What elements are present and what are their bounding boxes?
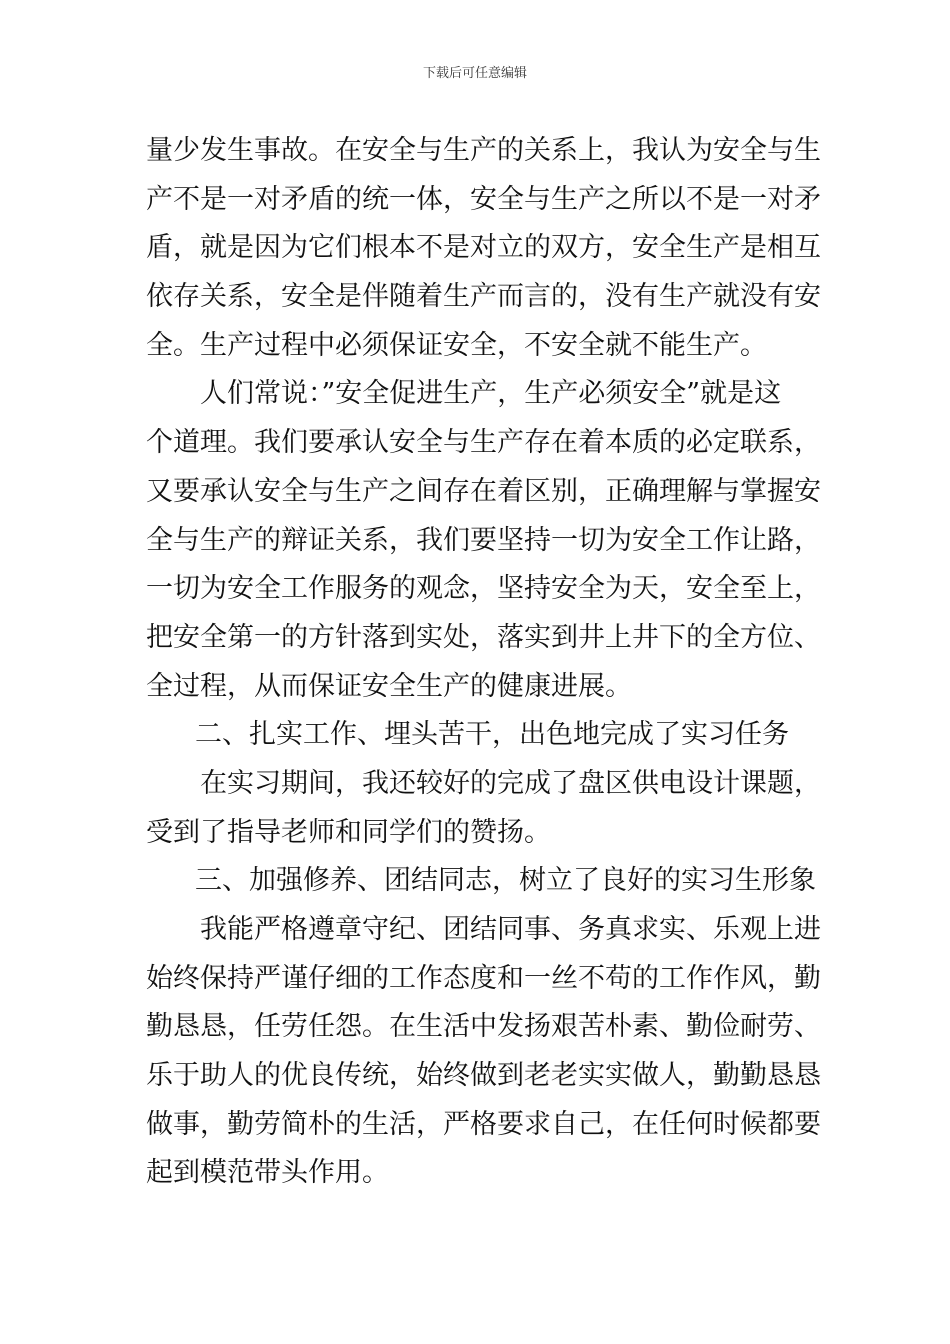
page-header: 下载后可任意编辑 <box>422 66 527 81</box>
text-line: 一切为安全工作服务的观念，坚持安全为天，安全至上， <box>146 573 821 605</box>
text-line: 量少发生事故。在安全与生产的关系上，我认为安全与生 <box>146 135 821 166</box>
text-line: 全。生产过程中必须保证安全，不安全就不能生产。 <box>146 329 767 361</box>
section-heading: 二、扎实工作、埋头苦干，出色地完成了实习任务 <box>195 719 789 751</box>
text-line: 始终保持严谨仔细的工作态度和一丝不苟的工作作风，勤 <box>146 962 821 994</box>
section-heading: 三、加强修养、团结同志，树立了良好的实习生形象 <box>195 865 816 897</box>
text-line: 产不是一对矛盾的统一体，安全与生产之所以不是一对矛 <box>146 183 821 215</box>
text-line: 盾，就是因为它们根本不是对立的双方，安全生产是相互 <box>146 232 821 264</box>
text-line: 把安全第一的方针落到实处，落实到井上井下的全方位、 <box>146 621 821 653</box>
text-line: 全与生产的辩证关系，我们要坚持一切为安全工作让路， <box>146 524 821 556</box>
text-line: 全过程，从而保证安全生产的健康进展。 <box>146 670 632 702</box>
text-line: 又要承认安全与生产之间存在着区别，正确理解与掌握安 <box>146 475 821 507</box>
text-line: 勤恳恳，任劳任怨。在生活中发扬艰苦朴素、勤俭耐劳、 <box>146 1011 821 1043</box>
document-body <box>146 127 821 1198</box>
text-line: 做事，勤劳简朴的生活，严格要求自己，在任何时候都要 <box>146 1108 821 1140</box>
text-line: 依存关系，安全是伴随着生产而言的，没有生产就没有安 <box>146 281 821 313</box>
text-line: 个道理。我们要承认安全与生产存在着本质的必定联系， <box>146 427 821 459</box>
paragraph-first-line: 人们常说：”安全促进生产，生产必须安全”就是这 <box>200 378 782 410</box>
paragraph-first-line: 我能严格遵章守纪、团结同事、务真求实、乐观上进 <box>200 914 821 945</box>
text-line: 起到模范带头作用。 <box>146 1157 389 1189</box>
text-line: 乐于助人的优良传统，始终做到老老实实做人，勤勤恳恳 <box>146 1060 821 1092</box>
text-line: 受到了指导老师和同学们的赞扬。 <box>146 816 551 848</box>
paragraph-first-line: 在实习期间，我还较好的完成了盘区供电设计课题， <box>200 767 821 799</box>
